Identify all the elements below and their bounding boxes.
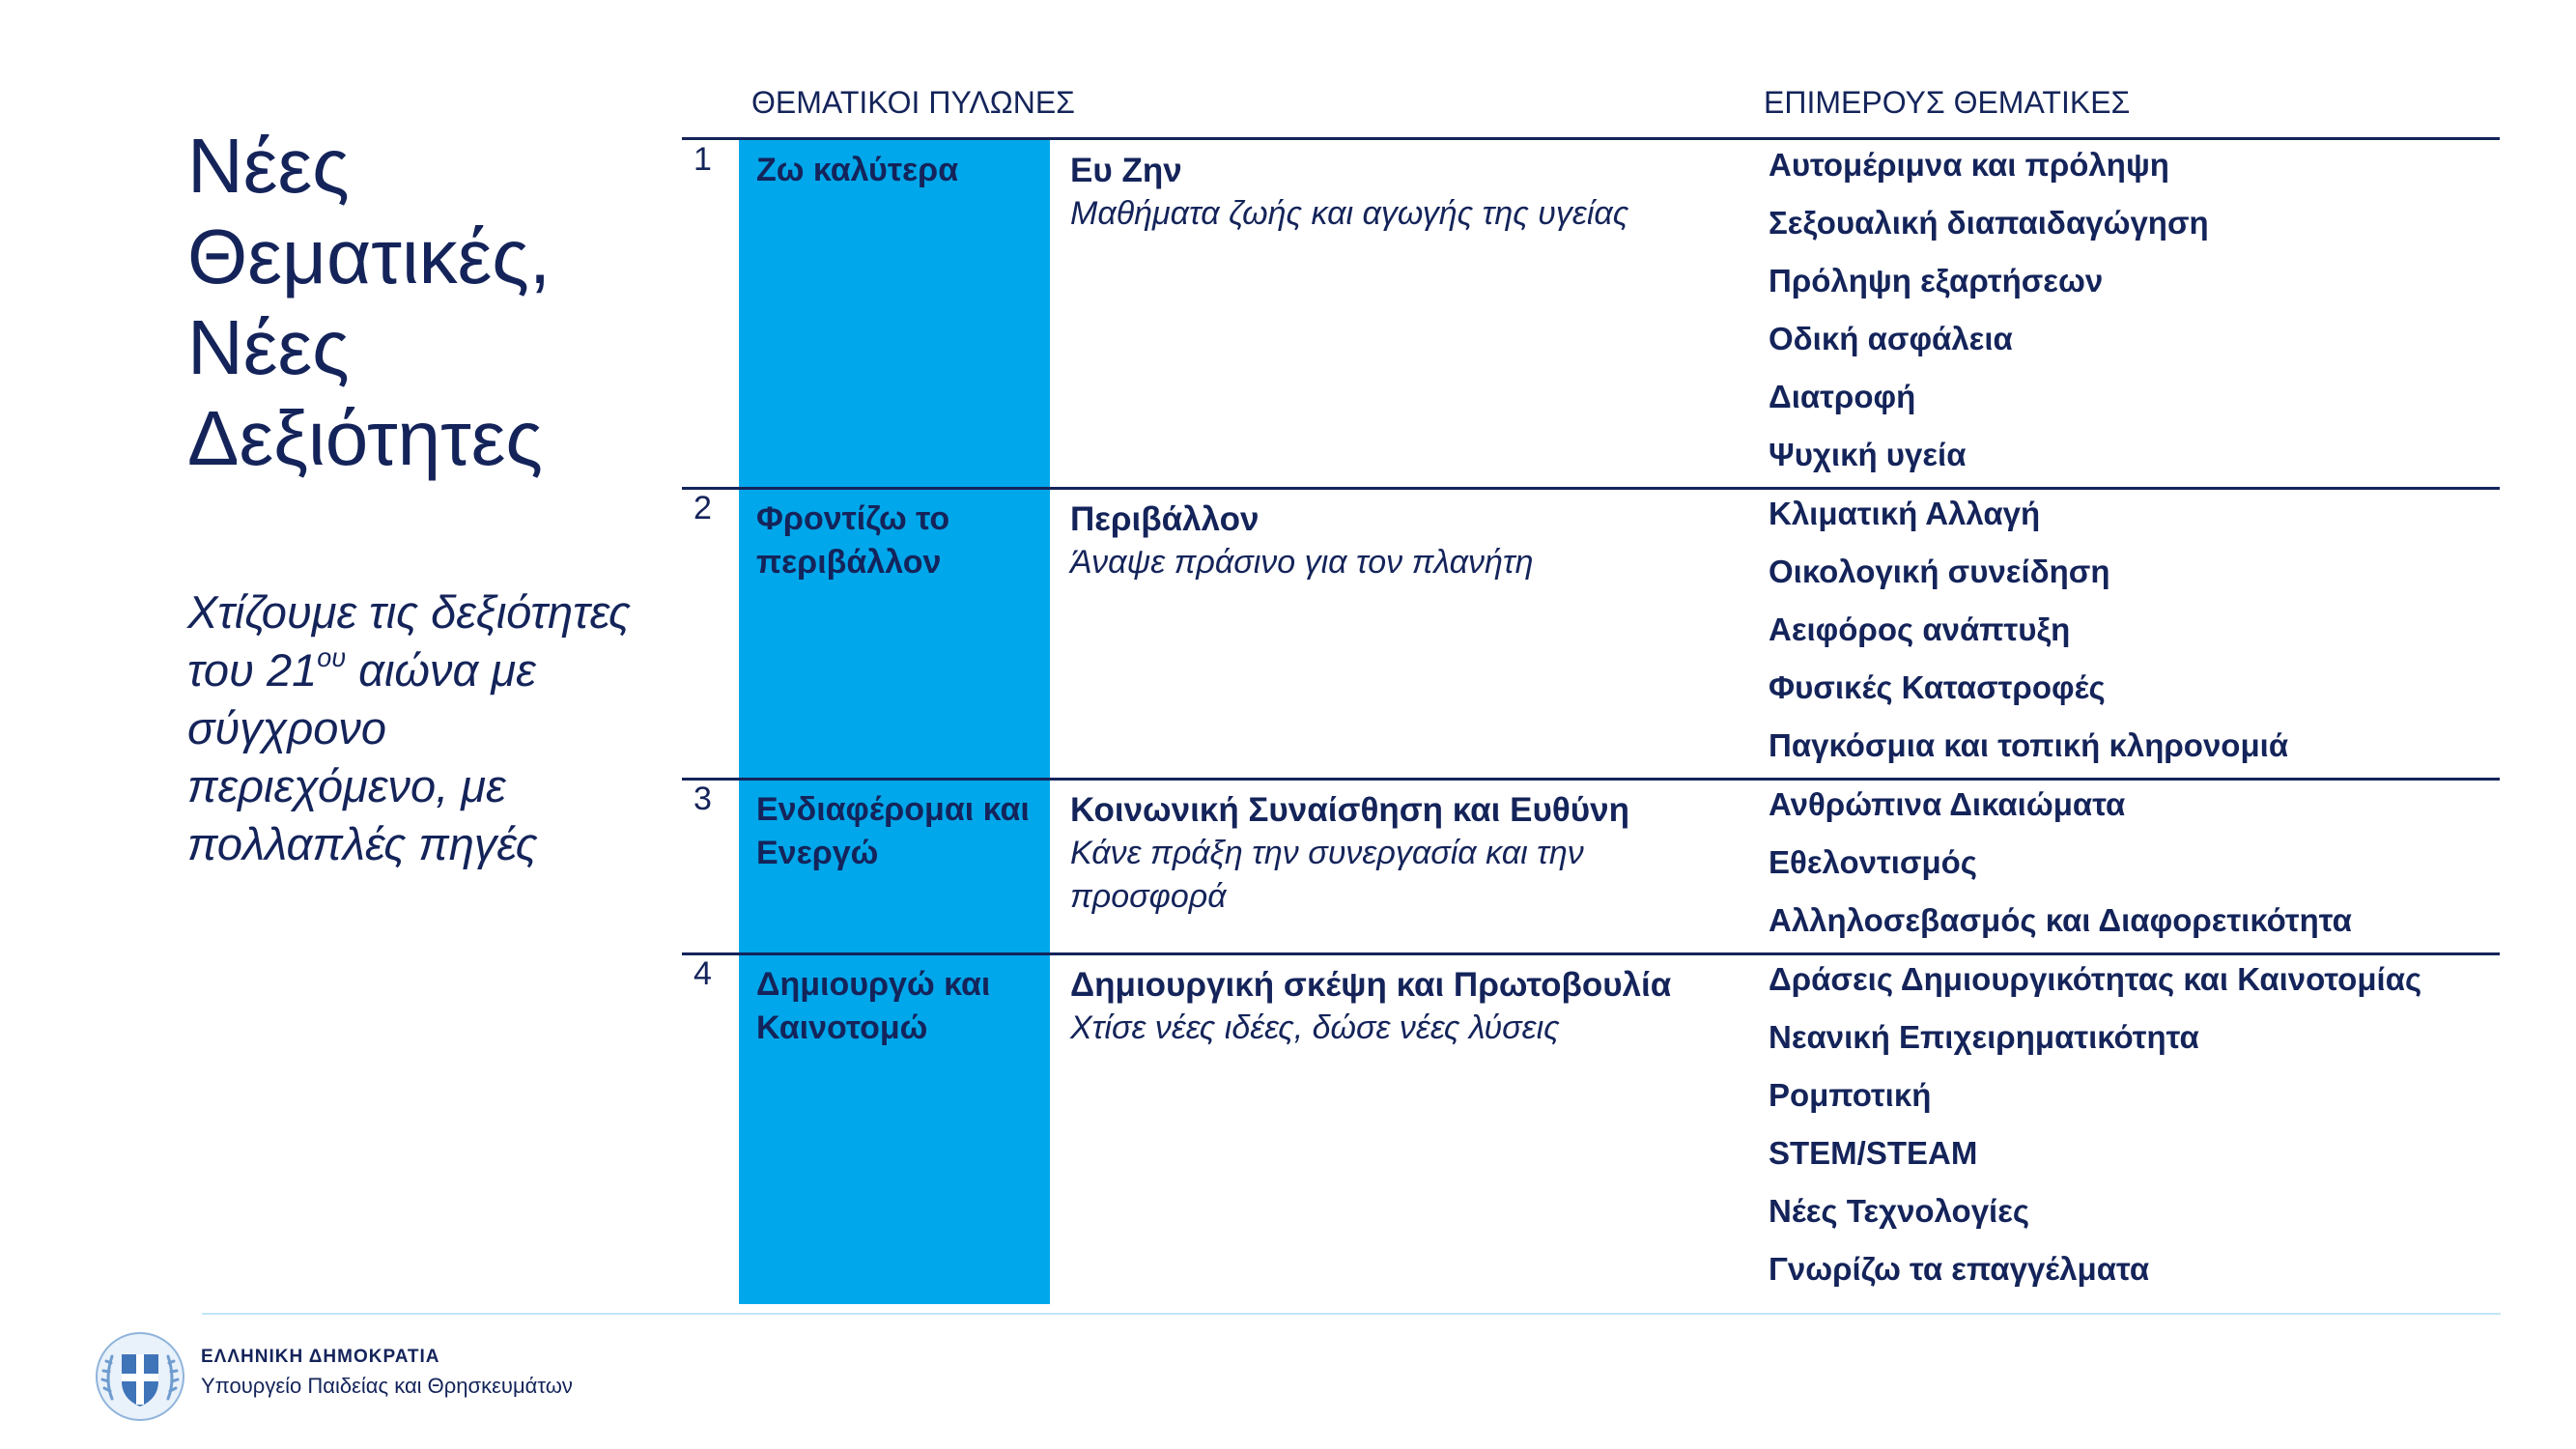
row-number: 1	[694, 141, 712, 178]
topic-item: Σεξουαλική διαπαιδαγώγηση	[1769, 205, 2209, 241]
pillar-label: Ζω καλύτερα	[756, 152, 959, 188]
topic-item: Διατροφή	[1769, 379, 1916, 414]
theme-subtitle: Μαθήματα ζωής και αγωγής της υγείας	[1070, 195, 1629, 232]
topic-item: Ρομποτική	[1769, 1077, 1932, 1113]
topic-item: Κλιματική Αλλαγή	[1769, 496, 2041, 531]
table-divider	[682, 778, 2500, 781]
theme-title: Περιβάλλον	[1070, 500, 1260, 538]
theme-subtitle: Κάνε πράξη την συνεργασία και την προσφορά	[1070, 835, 1584, 915]
theme-block	[1070, 963, 1727, 1050]
theme-block	[1070, 149, 1727, 236]
table-divider	[682, 137, 2500, 140]
ministry-name: Υπουργείο Παιδείας και Θρησκευμάτων	[201, 1374, 573, 1398]
topic-item: Αυτομέριμνα και πρόληψη	[1769, 147, 2169, 183]
greek-coat-of-arms-logo	[95, 1331, 185, 1422]
page-title	[187, 121, 551, 484]
footer-divider	[202, 1313, 2501, 1315]
theme-title: Ευ Ζην	[1070, 152, 1182, 189]
row-number: 3	[694, 781, 712, 817]
topic-item: Οικολογική συνείδηση	[1769, 554, 2110, 589]
theme-block	[1070, 497, 1727, 584]
title-line: Δεξιότητες	[187, 395, 543, 481]
column-header-pillars: ΘΕΜΑΤΙΚΟΙ ΠΥΛΩΝΕΣ	[751, 85, 1075, 120]
topic-item: Φυσικές Καταστροφές	[1769, 669, 2106, 705]
theme-subtitle: Χτίσε νέες ιδέες, δώσε νέες λύσεις	[1070, 1009, 1560, 1046]
topic-item: Οδική ασφάλεια	[1769, 321, 2013, 356]
topic-item: Παγκόσμια και τοπική κληρονομιά	[1769, 727, 2289, 763]
pillar-label: Ενδιαφέρομαι και Ενεργώ	[756, 791, 1030, 871]
title-line: Νέες	[187, 304, 350, 390]
topic-item: Νέες Τεχνολογίες	[1769, 1193, 2030, 1229]
topic-item: Γνωρίζω τα επαγγέλματα	[1769, 1251, 2150, 1287]
topic-item: Αλληλοσεβασμός και Διαφορετικότητα	[1769, 902, 2352, 938]
theme-title: Κοινωνική Συναίσθηση και Ευθύνη	[1070, 791, 1629, 829]
theme-block	[1070, 788, 1727, 919]
theme-title: Δημιουργική σκέψη και Πρωτοβουλία	[1070, 966, 1672, 1004]
subtitle-superscript: ου	[317, 643, 347, 672]
column-header-topics: ΕΠΙΜΕΡΟΥΣ ΘΕΜΑΤΙΚΕΣ	[1764, 85, 2131, 120]
title-line: Νέες	[187, 123, 350, 209]
subtitle-text-end: αιώνα με σύγχρονο περιεχόμενο, με πολλαπλές πηγές	[187, 644, 538, 869]
topic-item: Ψυχική υγεία	[1769, 437, 1967, 472]
topic-item: Εθελοντισμός	[1769, 844, 1977, 880]
government-name: ΕΛΛΗΝΙΚΗ ΔΗΜΟΚΡΑΤΙΑ	[201, 1347, 440, 1367]
topic-item: Αειφόρος ανάπτυξη	[1769, 611, 2071, 647]
subtitle-text: Χτίζουμε τις δεξιότητες του 21	[187, 586, 631, 696]
pillar-label: Φροντίζω το περιβάλλον	[756, 500, 950, 581]
topic-item: Ανθρώπινα Δικαιώματα	[1769, 786, 2126, 822]
row-number: 4	[694, 955, 712, 992]
pillar-column-background	[739, 140, 1050, 1304]
topic-item: Πρόληψη εξαρτήσεων	[1769, 263, 2104, 298]
row-number: 2	[694, 490, 712, 526]
topic-item: Νεανική Επιχειρηματικότητα	[1769, 1019, 2199, 1055]
topic-item: STEM/STEAM	[1769, 1135, 1978, 1171]
title-line: Θεματικές,	[187, 213, 552, 299]
subtitle	[187, 583, 651, 873]
table-divider	[682, 487, 2500, 490]
pillar-label: Δημιουργώ και Καινοτομώ	[756, 966, 991, 1046]
table-divider	[682, 952, 2500, 955]
theme-subtitle: Άναψε πράσινο για τον πλανήτη	[1070, 544, 1534, 581]
topic-item: Δράσεις Δημιουργικότητας και Καινοτομίας	[1769, 961, 2422, 997]
